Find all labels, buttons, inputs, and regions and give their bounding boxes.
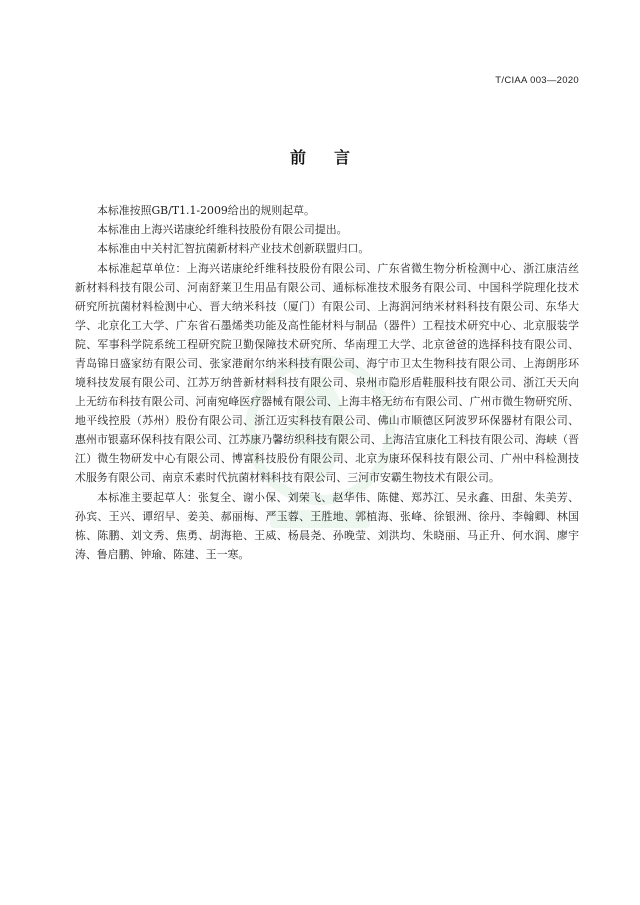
paragraph-4-line-3: 研究所抗菌材料检测中心、晋大纳米科技（厦门）有限公司、上海润河纳米材料科技有限公司、东华大	[75, 300, 579, 313]
paragraph-4-line-5: 院、军事科学院系统工程研究院卫勤保障技术研究所、华南理工大学、北京爸爸的选择科技有限公司、	[75, 338, 579, 351]
paragraph-4-line-2: 新材料科技有限公司、河南舒莱卫生用品有限公司、通标标准技术服务有限公司、中国科学院理化技术	[75, 281, 579, 294]
paragraph-5-line-4: 涛、鲁启鹏、钟瑜、陈建、王一寒。	[75, 548, 250, 561]
body-text	[75, 201, 579, 564]
section-title: 前 言	[289, 148, 356, 167]
paragraph-4-line-9: 地平线控股（苏州）股份有限公司、浙江迈实科技有限公司、佛山市顺德区阿波罗环保器材有限公司、	[75, 414, 579, 427]
paragraph-5-line-3: 栋、陈鹏、刘文秀、焦勇、胡海艳、王威、杨晨尧、孙晚莹、刘洪均、朱晓丽、马正升、何水润、廖宇	[75, 529, 579, 542]
paragraph-proposer	[75, 220, 579, 239]
paragraph-4-line-10: 惠州市银嘉环保科技有限公司、江苏康乃馨纺织科技有限公司、上海洁宜康化工科技有限公司、海峡（晋	[75, 433, 579, 446]
paragraph-administrator	[75, 239, 579, 258]
document-code: T/CIAA 003—2020	[495, 75, 579, 86]
paragraph-drafters	[75, 488, 579, 564]
paragraph-drafting-rules	[75, 201, 579, 220]
paragraph-5-line-1: 本标准主要起草人：张复全、谢小保、刘荣飞、赵华伟、陈健、郑苏江、吴永鑫、田甜、朱美芳、	[97, 491, 579, 504]
paragraph-2-line-1: 本标准由上海兴诺康纶纤维科技股份有限公司提出。	[97, 223, 348, 236]
paragraph-4-line-7: 境科技发展有限公司、江苏万纳普新材料科技有限公司、泉州市隐形盾鞋服科技有限公司、浙江天天向	[75, 376, 579, 389]
paragraph-4-line-6: 青岛锦日盛家纺有限公司、张家港耐尔纳米科技有限公司、海宁市卫太生物科技有限公司、上海朗彤环	[75, 357, 579, 370]
paragraph-4-line-11: 江）微生物研发中心有限公司、博富科技股份有限公司、北京为康环保科技有限公司、广州中科检测技	[75, 452, 579, 465]
paragraph-5-line-2: 孙宾、王兴、谭绍早、姜美、郝丽梅、严玉蓉、王胜地、郭植海、张峰、徐银洲、徐丹、李翰卿、林国	[75, 510, 579, 523]
paragraph-drafting-units	[75, 259, 579, 487]
paragraph-4-line-1: 本标准起草单位：上海兴诺康纶纤维科技股份有限公司、广东省微生物分析检测中心、浙江康洁丝	[97, 262, 579, 275]
paragraph-4-line-8: 上无纺布科技有限公司、河南宛峰医疗器械有限公司、上海丰格无纺布有限公司、广州市微生物研究所、	[75, 395, 579, 408]
paragraph-4-line-4: 学、北京化工大学、广东省石墨烯类功能及高性能材料与制品（器件）工程技术研究中心、北京服装学	[75, 319, 579, 332]
paragraph-4-line-12: 术服务有限公司、南京禾素时代抗菌材料科技有限公司、三河市安霸生物技术有限公司。	[75, 471, 500, 484]
paragraph-1-line-1: 本标准按照GB/T1.1-2009给出的规则起草。	[97, 204, 315, 217]
paragraph-3-line-1: 本标准由中关村汇智抗菌新材料产业技术创新联盟归口。	[97, 242, 370, 255]
